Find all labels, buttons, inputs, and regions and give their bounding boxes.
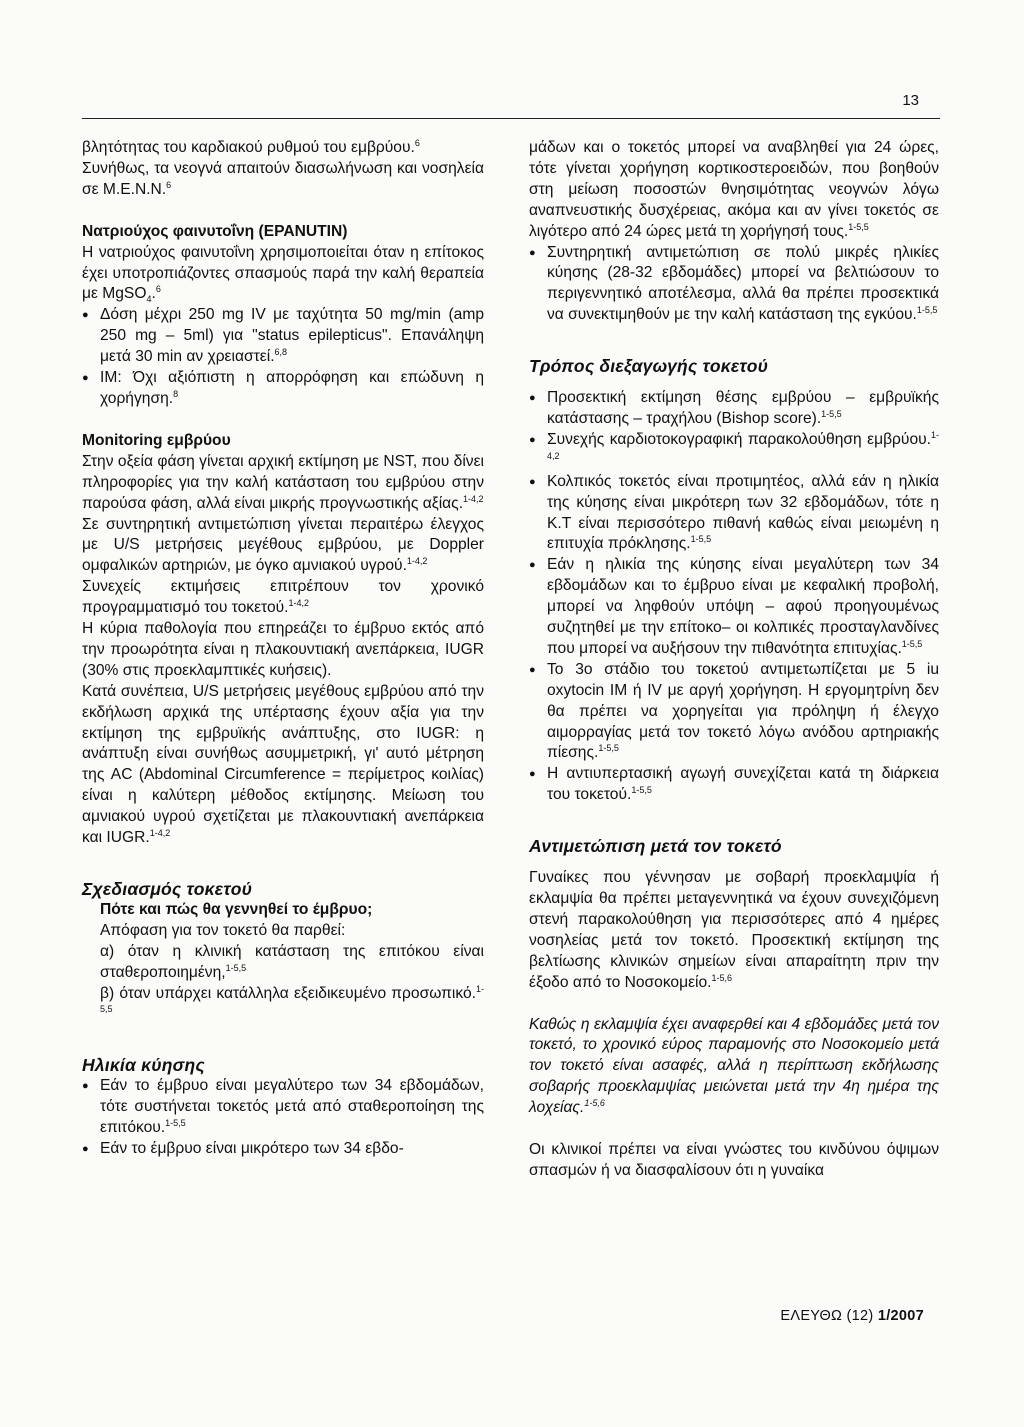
right-column (529, 138, 939, 1182)
bullet-item: ● Εάν το έμβρυο είναι μικρότερο των 34 εβδο- (82, 1139, 484, 1160)
section-heading-delivery: Τρόπος διεξαγωγής τοκετού (529, 356, 769, 377)
paragraph-italic: Καθώς η εκλαμψία έχει αναφερθεί και 4 εβδομάδες μετά τον τοκετό, το χρονικό εύρος παραμονής στο Νοσοκομείο μετά τον τοκετό είναι ασαφές, αλλά η περίπτωση εκδήλωσης σοβαρής προεκλαμψίας μειώνεται μετά την 4η ημέρα της λοχείας.$^{1-5,6}$ (529, 1015, 939, 1117)
paragraph: Συνεχείς εκτιμήσεις επιτρέπουν τον χρονικό προγραμματισμό του τοκετού.$^{1-4,2}$ (82, 578, 484, 617)
bullet-item: ● Συνεχής καρδιοτοκογραφική παρακολούθηση εμβρύου.$^{1-4,2}$ (529, 430, 939, 472)
list-item: α) όταν η κλινική κατάσταση της επιτόκου είναι σταθεροποιημένη,$^{1-5,5}$ (100, 942, 484, 981)
paragraph: Η κύρια παθολογία που επηρεάζει το έμβρυο εκτός από την προωρότητα είναι η πλακουντιακή ανεπάρκεια, IUGR (30% στις προεκλαμπτικές κυήσεις). (82, 620, 484, 679)
paragraph: Σε συντηρητική αντιμετώπιση γίνεται περαιτέρω έλεγχος με U/S μετρήσεις μεγέθους εμβρύου, με Doppler ομφαλικών αρτηριών, με όγκο αμνιακού υγρού.$^{1-4,2}$ (82, 515, 484, 575)
journal-footer (780, 1308, 924, 1324)
section-heading-monitoring: Monitoring εμβρύου (82, 431, 231, 449)
journal-name: ΕΛΕΥΘΩ (12) (780, 1308, 874, 1324)
section-heading-age: Ηλικία κύησης (82, 1055, 205, 1076)
bullet-item: ● Συντηρητική αντιμετώπιση σε πολύ μικρές ηλικίες κύησης (28-32 εβδομάδες) μπορεί να βελτιώσουν το περιγεννητικό αποτέλεσμα, αλλά θα πρέπει προσεκτικά να συνεκτιμηθούν με την καλή κατάσταση της εγκύου.$^{1-5,5}$ (529, 243, 939, 327)
paragraph: Συνήθως, τα νεογνά απαιτούν διασωλήνωση και νοσηλεία σε Μ.Ε.Ν.Ν.$^6$ (82, 159, 484, 198)
paragraph: Απόφαση για τον τοκετό θα παρθεί: (100, 921, 346, 939)
paragraph: Γυναίκες που γέννησαν με σοβαρή προεκλαμψία ή εκλαμψία θα πρέπει μεταγεννητικά να έχουν συνεχιζόμενη στενή παρακολούθηση για περισσότερες από 4 ημέρες νοσηλείας μετά τον τοκετό. Προσεκτική εκτίμηση της βελτίωσης κλινικών σημείων είναι απαραίτητη πριν την έξοδο από το Νοσοκομείο.$^{1-5,6}$ (529, 869, 939, 991)
bullet-item: ● IM: Όχι αξιόπιστη η απορρόφηση και επώδυνη η χορήγηση.$^8$ (82, 368, 484, 410)
subheading: Πότε και πώς θα γεννηθεί το έμβρυο; (100, 900, 373, 918)
page-number: 13 (902, 92, 919, 109)
bullet-item: ● Η αντιυπερτασική αγωγή συνεχίζεται κατά τη διάρκεια του τοκετού.$^{1-5,5}$ (529, 764, 939, 806)
section-heading-after: Αντιμετώπιση μετά τον τοκετό (529, 836, 782, 857)
paragraph: Η νατριούχος φαινυτοΐνη χρησιμοποιείται όταν η επίτοκος έχει υποτροπιάζοντες σπασμούς παρά την καλή θεραπεία με MgSO$_4$.$^6$ (82, 243, 484, 305)
bullet-item: ● Εάν το έμβρυο είναι μεγαλύτερο των 34 εβδομάδων, τότε συστήνεται τοκετός μετά από σταθεροποίηση της επιτόκου.$^{1-5,5}$ (82, 1076, 484, 1139)
paragraph: Στην οξεία φάση γίνεται αρχική εκτίμηση με NST, που δίνει πληροφορίες για την καλή κατάσταση του εμβρύου στην παρούσα φάση, αλλά είναι μικρής προγνωστικής αξίας.$^{1-4,2}$ (82, 452, 484, 512)
paragraph: Οι κλινικοί πρέπει να είναι γνώστες του κινδύνου όψιμων σπασμών ή να διασφαλίσουν ότι η γυναίκα (529, 1141, 939, 1179)
section-heading-planning: Σχεδιασμός τοκετού (82, 879, 253, 899)
paragraph: μάδων και ο τοκετός μπορεί να αναβληθεί για 24 ώρες, τότε γίνεται χορήγηση κορτικοστεροειδών, που βοηθούν στη μείωση ποσοστών θνησιμότητας νεογνών λόγω αναπνευστικής δυσχέρειας, ακόμα και αν γίνει τοκετός σε λιγότερο από 24 ώρες μετά τη χορήγησή τους.$^{1-5,5}$ (529, 139, 939, 240)
bullet-item: ● Κολπικός τοκετός είναι προτιμητέος, αλλά εάν η ηλικία της κύησης είναι μικρότερη των 32 εβδομάδων, τότε η Κ.Τ είναι περισσότερο πιθανή καθώς είναι μειωμένη η επιτυχία πρόκλησης.$^{1-5,5}$ (529, 472, 939, 556)
left-column (82, 138, 484, 1160)
journal-issue: 1/2007 (877, 1308, 924, 1324)
section-heading-phenytoin: Νατριούχος φαινυτοΐνη (EPANUTIN) (82, 222, 348, 240)
list-item: β) όταν υπάρχει κατάλληλα εξειδικευμένο προσωπικό.$^{1-5,5}$ (100, 983, 484, 1015)
header-rule (82, 118, 940, 119)
bullet-item: ● Προσεκτική εκτίμηση θέσης εμβρύου – εμβρυϊκής κατάστασης – τραχήλου (Bishop score).$^{1-5,5}$ (529, 388, 939, 430)
bullet-item: ● Δόση μέχρι 250 mg IV με ταχύτητα 50 mg/min (amp 250 mg – 5ml) για "status epilepticus". Επανάληψη μετά 30 min αν χρειαστεί.$^{6,8}$ (82, 305, 484, 368)
bullet-item: ● Εάν η ηλικία της κύησης είναι μεγαλύτερη των 34 εβδομάδων και το έμβρυο είναι με κεφαλική προβολή, μπορεί να ληφθούν υπόψη – αφού προηγουμένως συζητηθεί με την επίτοκο– οι κολπικές προσταγλανδίνες που μπορεί να αυξήσουν την πιθανότητα επιτυχίας.$^{1-5,5}$ (529, 555, 939, 660)
bullet-item: ● Το 3ο στάδιο του τοκετού αντιμετωπίζεται με 5 iu oxytocin IM ή IV με αργή χορήγηση. Η εργομητρίνη δεν θα πρέπει να χορηγείται για πρόληψη ή έλεγχο αιμορραγίας μετά τον τοκετό λόγω ανόδου αρτηριακής πίεσης.$^{1-5,5}$ (529, 660, 939, 765)
paragraph: βλητότητας του καρδιακού ρυθμού του εμβρύου.$^6$ (82, 138, 420, 156)
paragraph: Κατά συνέπεια, U/S μετρήσεις μεγέθους εμβρύου από την εκδήλωση αρχικά της υπέρτασης έχουν αξία για την εκτίμηση της εμβρυϊκής ανάπτυξης, στο IUGR: η ανάπτυξη είναι συνήθως ασυμμετρική, γι' αυτό μέτρηση της AC (Abdominal Circumference = περίμετρος κοιλίας) είναι η καλύτερη μέθοδος εκτίμησης. Μείωση του αμνιακού υγρού σχετίζεται με πλακουντιακή ανεπάρκεια και IUGR.$^{1-4,2}$ (82, 682, 484, 847)
